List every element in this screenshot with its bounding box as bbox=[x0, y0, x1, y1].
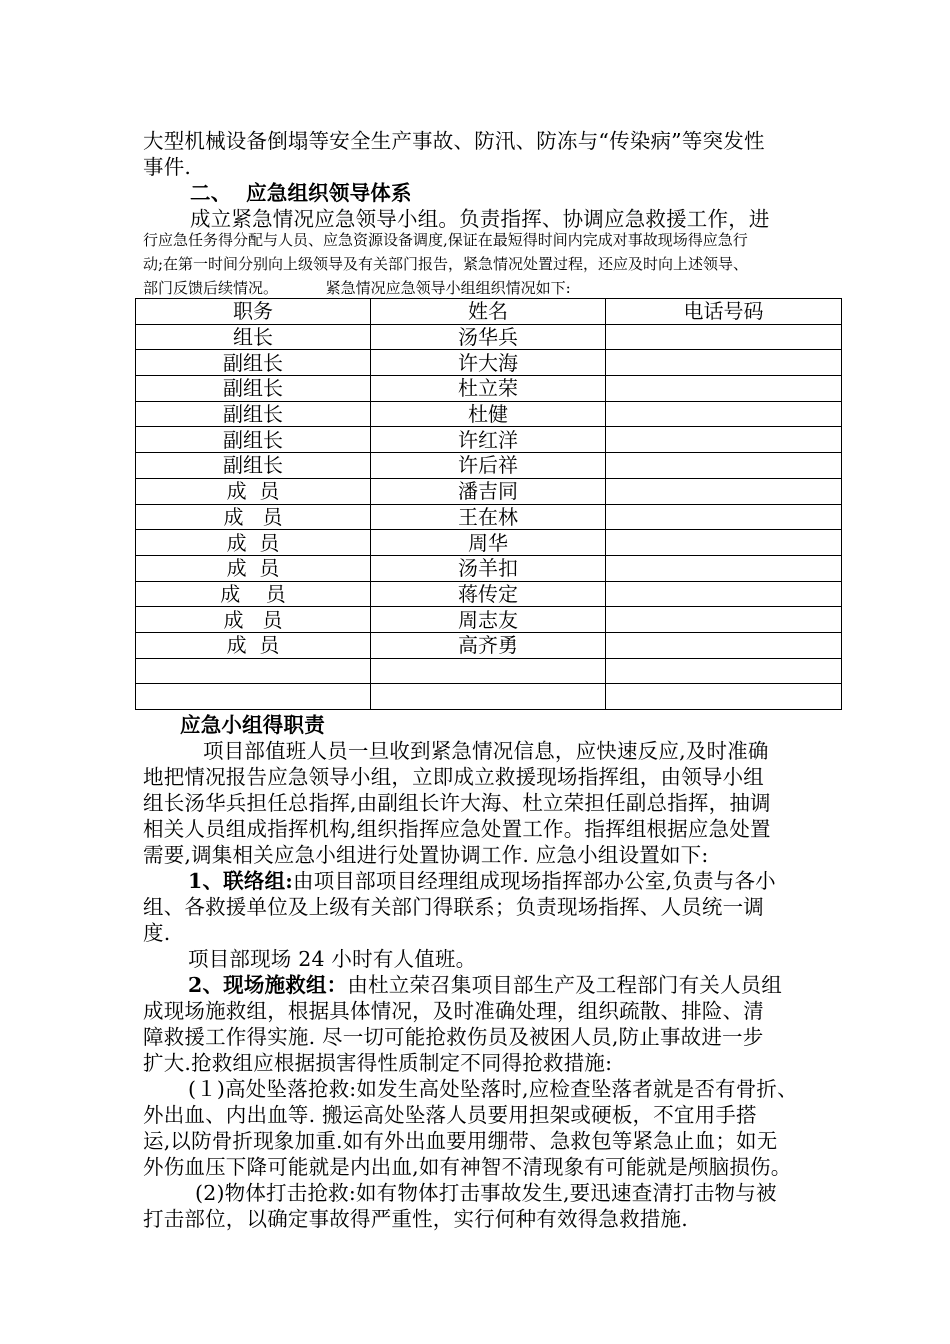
body-text-line: 打击部位，以确定事故得严重性，实行何种有效得急救措施. bbox=[143, 1207, 688, 1231]
body-text-line: 外伤血压下降可能就是内出血,如有神智不清现象有可能就是颅脑损伤。 bbox=[143, 1155, 792, 1179]
phone-cell bbox=[606, 324, 842, 350]
body-text-line: 项目部值班人员一旦收到紧急情况信息，应快速反应,及时准确 bbox=[203, 739, 769, 763]
phone-cell bbox=[606, 658, 842, 684]
body-text-line: 项目部现场 24 小时有人值班。 bbox=[188, 947, 477, 971]
body-text-line: 相关人员组成指挥机构,组织指挥应急处置工作。指挥组根据应急处置 bbox=[143, 817, 771, 841]
role-cell: 副组长 bbox=[136, 401, 371, 427]
table-row bbox=[136, 350, 842, 376]
column-header: 姓名 bbox=[371, 299, 606, 325]
role-cell: 成 员 bbox=[136, 607, 371, 633]
table-row bbox=[136, 427, 842, 453]
phone-cell bbox=[606, 632, 842, 658]
body-text-line: 扩大.抢救组应根据损害得性质制定不同得抢救措施: bbox=[143, 1051, 613, 1075]
group-text: 由项目部项目经理组成现场指挥部办公室,负责与各小 bbox=[293, 869, 776, 893]
name-cell bbox=[371, 684, 606, 710]
role-cell: 成 员 bbox=[136, 478, 371, 504]
table-row bbox=[136, 555, 842, 581]
table-header-row bbox=[136, 299, 842, 325]
table-row bbox=[136, 607, 842, 633]
phone-cell bbox=[606, 555, 842, 581]
body-text-line: 成现场施救组，根据具体情况，及时准确处理，组织疏散、排险、清 bbox=[143, 999, 764, 1023]
table-row bbox=[136, 530, 842, 556]
body-text-line: 需要,调集相关应急小组进行处置协调工作. 应急小组设置如下: bbox=[143, 843, 709, 867]
column-header: 职务 bbox=[136, 299, 371, 325]
phone-cell bbox=[606, 504, 842, 530]
name-cell: 杜立荣 bbox=[371, 376, 606, 402]
role-cell: 成 员 bbox=[136, 504, 371, 530]
name-cell: 许后祥 bbox=[371, 453, 606, 479]
role-cell bbox=[136, 684, 371, 710]
table-row bbox=[136, 478, 842, 504]
body-text-line: 动;在第一时间分别向上级领导及有关部门报告，紧急情况处置过程，还应及时向上述领导、 bbox=[143, 255, 749, 273]
body-text-line: (１)高处坠落抢救:如发生高处坠落时,应检查坠落者就是否有骨折、 bbox=[188, 1077, 798, 1101]
phone-cell bbox=[606, 581, 842, 607]
phone-cell bbox=[606, 376, 842, 402]
role-cell: 副组长 bbox=[136, 453, 371, 479]
body-text-line: 行应急任务得分配与人员、应急资源设备调度,保证在最短得时间内完成对事故现场得应急行 bbox=[143, 231, 748, 249]
table-row bbox=[136, 581, 842, 607]
phone-cell bbox=[606, 530, 842, 556]
phone-cell bbox=[606, 453, 842, 479]
role-cell: 组长 bbox=[136, 324, 371, 350]
leadership-table bbox=[135, 298, 842, 710]
name-cell: 蒋传定 bbox=[371, 581, 606, 607]
role-cell bbox=[136, 658, 371, 684]
table-row bbox=[136, 401, 842, 427]
name-cell: 高齐勇 bbox=[371, 632, 606, 658]
phone-cell bbox=[606, 401, 842, 427]
table-row bbox=[136, 658, 842, 684]
phone-cell bbox=[606, 427, 842, 453]
role-cell: 副组长 bbox=[136, 376, 371, 402]
role-cell: 成 员 bbox=[136, 555, 371, 581]
name-cell: 汤羊扣 bbox=[371, 555, 606, 581]
phone-cell bbox=[606, 350, 842, 376]
table-row bbox=[136, 504, 842, 530]
body-text-line: 部门反馈后续情况。 紧急情况应急领导小组组织情况如下: bbox=[143, 279, 571, 297]
group-label: 2、现场施救组： bbox=[188, 973, 348, 997]
section-heading: 二、 应急组织领导体系 bbox=[190, 181, 412, 205]
body-text-line: 组、各救援单位及上级有关部门得联系；负责现场指挥、人员统一调 bbox=[143, 895, 764, 919]
body-text-line: (2)物体打击抢救:如有物体打击事故发生,要迅速查清打击物与被 bbox=[195, 1181, 777, 1205]
name-cell: 周华 bbox=[371, 530, 606, 556]
body-text-line: 障救援工作得实施. 尽一切可能抢救伤员及被困人员,防止事故进一步 bbox=[143, 1025, 764, 1049]
role-cell: 成 员 bbox=[136, 632, 371, 658]
phone-cell bbox=[606, 684, 842, 710]
body-text-line: 外出血、内出血等. 搬运高处坠落人员要用担架或硬板，不宜用手搭 bbox=[143, 1103, 757, 1127]
name-cell: 周志友 bbox=[371, 607, 606, 633]
name-cell bbox=[371, 658, 606, 684]
table-row bbox=[136, 453, 842, 479]
body-text-line: 度. bbox=[143, 921, 171, 945]
role-cell: 成 员 bbox=[136, 581, 371, 607]
section-heading: 应急小组得职责 bbox=[180, 713, 325, 737]
role-cell: 副组长 bbox=[136, 350, 371, 376]
table-row bbox=[136, 324, 842, 350]
name-cell: 杜健 bbox=[371, 401, 606, 427]
role-cell: 副组长 bbox=[136, 427, 371, 453]
name-cell: 许红洋 bbox=[371, 427, 606, 453]
name-cell: 潘吉同 bbox=[371, 478, 606, 504]
group-label: 1、联络组: bbox=[188, 869, 294, 893]
phone-cell bbox=[606, 478, 842, 504]
table-row bbox=[136, 684, 842, 710]
name-cell: 许大海 bbox=[371, 350, 606, 376]
table-row bbox=[136, 376, 842, 402]
body-text-line: 组长汤华兵担任总指挥,由副组长许大海、杜立荣担任副总指挥，抽调 bbox=[143, 791, 771, 815]
table-row bbox=[136, 632, 842, 658]
role-cell: 成 员 bbox=[136, 530, 371, 556]
body-text-line: 运,以防骨折现象加重.如有外出血要用绷带、急救包等紧急止血；如无 bbox=[143, 1129, 778, 1153]
column-header: 电话号码 bbox=[606, 299, 842, 325]
body-text-line: 大型机械设备倒塌等安全生产事故、防汛、防冻与“传染病”等突发性 bbox=[143, 129, 765, 153]
group-text: 由杜立荣召集项目部生产及工程部门有关人员组 bbox=[347, 973, 783, 997]
phone-cell bbox=[606, 607, 842, 633]
name-cell: 汤华兵 bbox=[371, 324, 606, 350]
body-text-line: 成立紧急情况应急领导小组。负责指挥、协调应急救援工作，进 bbox=[190, 207, 770, 231]
body-text-line: 地把情况报告应急领导小组，立即成立救援现场指挥组，由领导小组 bbox=[143, 765, 764, 789]
name-cell: 王在林 bbox=[371, 504, 606, 530]
body-text-line: 事件. bbox=[143, 155, 192, 179]
